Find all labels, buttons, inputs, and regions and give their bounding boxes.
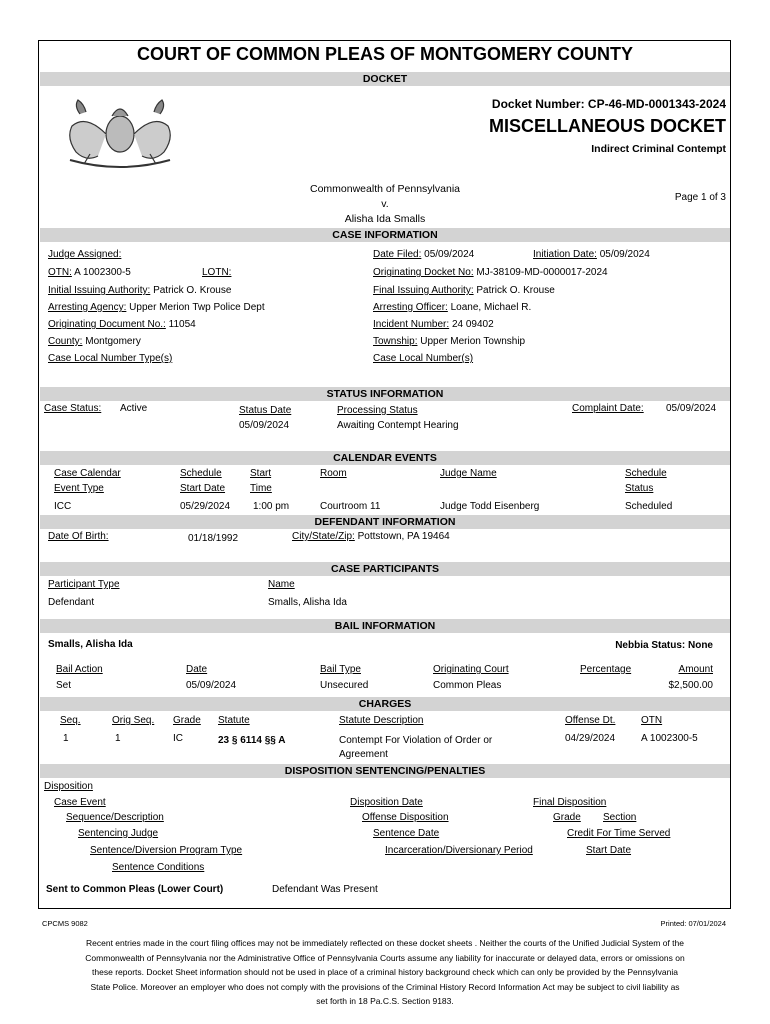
init-auth: Patrick O. Krouse [153, 285, 232, 296]
local-number-label: Case Local Number(s) [373, 353, 474, 364]
cal-header-status: Status [625, 483, 654, 494]
bail-header-action: Bail Action [56, 664, 103, 675]
disp-label-sentence-date: Sentence Date [373, 828, 440, 839]
docket-bar: DOCKET [40, 72, 730, 86]
printed-date: Printed: 07/01/2024 [660, 919, 726, 928]
status-date: 05/09/2024 [239, 420, 290, 431]
complaint-date: 05/09/2024 [666, 403, 717, 414]
bail-header-percentage: Percentage [580, 664, 632, 675]
township: Upper Merion Township [420, 336, 526, 347]
orig-docket-label: Originating Docket No: [373, 267, 474, 278]
nebbia-status: Nebbia Status: None [615, 640, 713, 651]
disp-label-program: Sentence/Diversion Program Type [90, 845, 243, 856]
local-type-label: Case Local Number Type(s) [48, 353, 173, 364]
bail-type: Unsecured [320, 680, 369, 691]
disp-label-case-event: Case Event [54, 797, 106, 808]
cal-header-room: Room [320, 468, 347, 479]
processing-status: Awaiting Contempt Hearing [337, 420, 459, 431]
lotn-label: LOTN: [202, 267, 232, 278]
cal-header-time: Time [250, 483, 272, 494]
disp-label-start-date: Start Date [586, 845, 632, 856]
cal-time: 1:00 pm [253, 501, 290, 512]
cal-judge: Judge Todd Eisenberg [440, 501, 540, 512]
bail-header-type: Bail Type [320, 664, 361, 675]
dob-label: Date Of Birth: [48, 531, 109, 542]
bail-action: Set [56, 680, 72, 691]
disp-label-offense: Offense Disposition [362, 812, 449, 823]
caption-vs: v. [381, 198, 389, 210]
bail-header-date: Date [186, 664, 208, 675]
participant-name-label: Name [268, 579, 295, 590]
otn-label: OTN: [48, 267, 72, 278]
case-status-label: Case Status: [44, 403, 102, 414]
case-status: Active [120, 403, 148, 414]
charge-orig-seq: 1 [115, 733, 121, 744]
date-filed-label: Date Filed: [373, 249, 422, 260]
orig-docket: MJ-38109-MD-0000017-2024 [476, 267, 608, 278]
charge-header-description: Statute Description [339, 715, 424, 726]
orig-doc-label: Originating Document No.: [48, 319, 166, 330]
cal-room: Courtroom 11 [320, 501, 381, 512]
disp-label-conditions: Sentence Conditions [112, 862, 205, 873]
arrest-agency-label: Arresting Agency: [48, 302, 127, 313]
init-auth-label: Initial Issuing Authority: [48, 285, 151, 296]
cal-date: 05/29/2024 [180, 501, 231, 512]
charge-grade: IC [173, 733, 183, 744]
disp-label-period: Incarceration/Diversionary Period [385, 845, 533, 856]
participant-name: Smalls, Alisha Ida [268, 597, 347, 608]
csz: Pottstown, PA 19464 [357, 531, 450, 542]
charge-description-line2: Agreement [339, 749, 388, 760]
arrest-agency: Upper Merion Twp Police Dept [129, 302, 265, 313]
disposition-bar: DISPOSITION SENTENCING/PENALTIES [40, 764, 730, 778]
court-title: COURT OF COMMON PLEAS OF MONTGOMERY COUNTY [137, 44, 633, 64]
docket-type: MISCELLANEOUS DOCKET [488, 116, 726, 136]
complaint-label: Complaint Date: [572, 403, 644, 414]
disp-event-note: Defendant Was Present [272, 884, 378, 895]
charge-otn: A 1002300-5 [641, 733, 698, 744]
charge-header-statute: Statute [218, 715, 250, 726]
bail-bar: BAIL INFORMATION [40, 619, 730, 633]
disp-label-disposition: Disposition [44, 781, 93, 792]
final-auth-label: Final Issuing Authority: [373, 285, 474, 296]
calendar-bar: CALENDAR EVENTS [40, 451, 730, 465]
bail-date: 05/09/2024 [186, 680, 237, 691]
final-auth: Patrick O. Krouse [476, 285, 555, 296]
cal-header-event-type: Event Type [54, 483, 104, 494]
cal-event: ICC [54, 501, 72, 512]
disp-label-final: Final Disposition [533, 797, 607, 808]
arrest-officer-label: Arresting Officer: [373, 302, 448, 313]
charge-header-grade: Grade [173, 715, 201, 726]
charges-bar: CHARGES [40, 697, 730, 711]
cal-header-schedule: Schedule [180, 468, 222, 479]
charge-header-offense-date: Offense Dt. [565, 715, 616, 726]
county-label: County: [48, 336, 83, 347]
cal-header-start: Start [250, 468, 272, 479]
caption-plaintiff: Commonwealth of Pennsylvania [310, 183, 460, 195]
bail-header-court: Originating Court [433, 664, 509, 675]
participant-type: Defendant [48, 597, 95, 608]
judge-label: Judge Assigned: [48, 249, 122, 260]
charge-header-orig: Orig Seq. [112, 715, 155, 726]
disp-label-judge: Sentencing Judge [78, 828, 159, 839]
case-information-bar: CASE INFORMATION [40, 228, 730, 242]
disp-event: Sent to Common Pleas (Lower Court) [46, 884, 224, 895]
disp-label-sequence: Sequence/Description [66, 812, 164, 823]
cal-header-event: Case Calendar [54, 468, 121, 479]
bail-amount: $2,500.00 [668, 680, 713, 691]
defendant-bar: DEFENDANT INFORMATION [40, 515, 730, 529]
dob: 01/18/1992 [188, 533, 239, 544]
cal-status: Scheduled [625, 501, 673, 512]
charge-statute: 23 § 6114 §§ A [218, 735, 286, 746]
disp-label-credit: Credit For Time Served [567, 828, 671, 839]
caption-defendant: Alisha Ida Smalls [344, 213, 426, 225]
charge-header-otn: OTN [641, 715, 663, 726]
processing-label: Processing Status [337, 405, 418, 416]
charge-seq: 1 [63, 733, 69, 744]
participants-bar: CASE PARTICIPANTS [40, 562, 730, 576]
charge-offense-date: 04/29/2024 [565, 733, 616, 744]
arrest-officer: Loane, Michael R. [450, 302, 532, 313]
cal-header-schedule-status: Schedule [625, 468, 667, 479]
csz-label: City/State/Zip: [292, 531, 355, 542]
disp-label-section: Section [603, 812, 637, 823]
township-label: Township: [373, 336, 418, 347]
disp-label-date: Disposition Date [350, 797, 423, 808]
bail-court: Common Pleas [433, 680, 502, 691]
cal-header-start-date: Start Date [180, 483, 226, 494]
pennsylvania-seal-icon [50, 94, 190, 170]
bail-header-amount: Amount [678, 664, 713, 675]
initiation-date: 05/09/2024 [599, 249, 650, 260]
disp-label-grade: Grade [553, 812, 581, 823]
otn-value: A 1002300-5 [74, 267, 131, 278]
county: Montgomery [85, 336, 141, 347]
participant-type-label: Participant Type [48, 579, 120, 590]
date-filed: 05/09/2024 [424, 249, 475, 260]
incident-number: 24 09402 [451, 319, 494, 330]
docket-number: Docket Number: CP-46-MD-0001343-2024 [491, 97, 726, 111]
disclaimer-notice: Recent entries made in the court filing offices may not be immediately reflected on these docket sheets . Neither the courts of the Unified Judicial System of the Commonwealth of Pennsylvania nor the Administrative Office of Pennsylvania Courts assume any liability for inaccurate or delayed data, errors or omissions on these reports. Docket Sheet information should not be used in place of a criminal history background check which can only be provided by the Pennsylvania State Police. Moreover an employer who does not comply with the provisions of the Criminal History Record Information Act may be subject to civil liability as set forth in 18 Pa.C.S. Section 9183. [85, 938, 685, 1006]
charge-description: Contempt For Violation of Order or [339, 735, 493, 746]
incident-label: Incident Number: [373, 319, 450, 330]
case-type: Indirect Criminal Contempt [591, 143, 726, 155]
initiation-label: Initiation Date: [533, 249, 597, 260]
orig-doc: 11054 [168, 319, 196, 330]
status-bar: STATUS INFORMATION [40, 387, 730, 401]
bail-person: Smalls, Alisha Ida [48, 639, 133, 650]
page-number: Page 1 of 3 [674, 192, 726, 203]
charge-header-seq: Seq. [60, 715, 81, 726]
form-number: CPCMS 9082 [42, 919, 88, 928]
cal-header-judge: Judge Name [440, 468, 497, 479]
status-date-label: Status Date [239, 405, 292, 416]
